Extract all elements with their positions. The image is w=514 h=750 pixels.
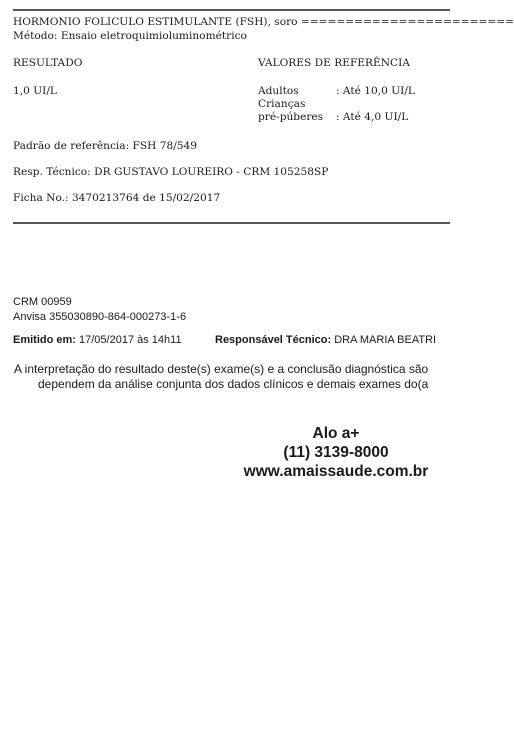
reference-prepubertal-label: pré-púberes xyxy=(258,111,324,123)
disclaimer xyxy=(0,362,450,392)
reference-header: VALORES DE REFERÊNCIA xyxy=(258,57,410,69)
responsible-value: DRA MARIA BEATRI xyxy=(334,334,437,346)
top-rule xyxy=(13,9,450,11)
responsible-line xyxy=(215,333,450,347)
anvisa-number: Anvisa 355030890-864-000273-1-6 xyxy=(13,311,187,323)
contact-phone: (11) 3139-8000 xyxy=(283,444,389,461)
ficha-number: Ficha No.: 3470213764 de 15/02/2017 xyxy=(13,192,221,204)
reference-adults-label: Adultos xyxy=(258,85,299,97)
bottom-rule xyxy=(13,222,450,224)
exam-title: HORMONIO FOLICULO ESTIMULANTE (FSH), soro ======================== xyxy=(13,16,514,28)
exam-method: Método: Ensaio eletroquimioluminométrico xyxy=(13,30,247,42)
reference-standard: Padrão de referência: FSH 78/549 xyxy=(13,140,198,152)
emitted-line xyxy=(13,333,182,347)
disclaimer-line-2: dependem da análise conjunta dos dados clínicos e demais exames do(a xyxy=(38,377,429,391)
disclaimer-line-1: A interpretação do resultado deste(s) exame(s) e a conclusão diagnóstica são xyxy=(14,362,429,376)
responsible-label: Responsável Técnico: xyxy=(215,334,332,346)
crm-number: CRM 00959 xyxy=(13,296,72,308)
reference-adults-value: : Até 10,0 UI/L xyxy=(336,85,415,97)
result-header: RESULTADO xyxy=(13,57,83,69)
technical-responsible: Resp. Técnico: DR GUSTAVO LOUREIRO - CRM 105258SP xyxy=(13,166,329,178)
emitted-label: Emitido em: xyxy=(13,334,76,346)
reference-children-label: Crianças xyxy=(258,98,306,110)
contact-name: Alo a+ xyxy=(312,425,360,442)
contact-website[interactable]: www.amaissaude.com.br xyxy=(243,463,429,480)
result-value: 1,0 UI/L xyxy=(13,85,57,97)
emitted-value: 17/05/2017 às 14h11 xyxy=(79,334,182,346)
reference-prepubertal-value: : Até 4,0 UI/L xyxy=(336,111,409,123)
